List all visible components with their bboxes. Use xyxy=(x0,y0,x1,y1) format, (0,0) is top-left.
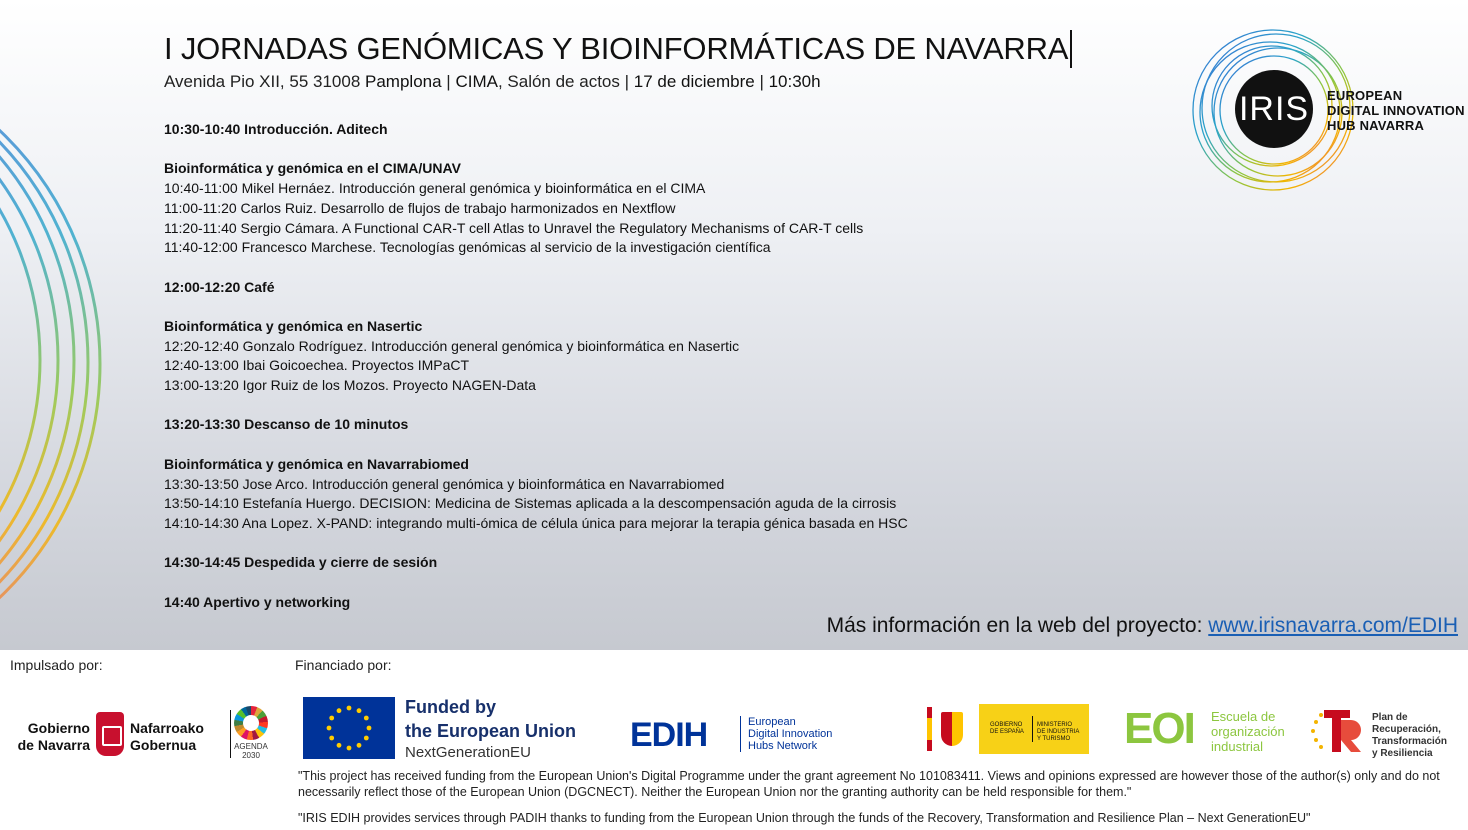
iris-logo-text: EUROPEAN DIGITAL INNOVATION HUB NAVARRA xyxy=(1327,88,1465,133)
agenda-item: 12:20-12:40 Gonzalo Rodríguez. Introducción general genómica y bioinformática en Nasertic xyxy=(164,337,740,354)
eu-star xyxy=(337,708,342,713)
iris-logo-mark: IRIS xyxy=(1235,70,1313,148)
funding-disclaimer: "This project has received funding from the European Union's Digital Programme under the grant agreement No 101083411. Views and opinions expressed are however those of the author(s) only and do not necessarily reflect those of the European Union (DGCNECT). Neither the European Union nor the granting authority can be held responsible for them." xyxy=(298,769,1440,799)
eu-funding-logo: Funded by the European Union NextGenerationEU xyxy=(405,697,576,761)
edih-network-text: European Digital Innovation Hubs Network xyxy=(748,716,833,752)
gobierno-navarra-logo: Gobierno de Navarra Nafarroako Gobernua AGENDA 2030 xyxy=(12,706,270,762)
eu-star xyxy=(347,706,352,711)
city: Pamplona xyxy=(365,72,442,91)
eu-star xyxy=(327,726,332,731)
event-details: Avenida Pio XII, 55 31008 Pamplona | CIMA, Salón de actos | 17 de diciembre | 10:30h xyxy=(164,72,821,91)
more-info-text: Más información en la web del proyecto: xyxy=(826,614,1209,637)
agenda-item: 13:30-13:50 Jose Arco. Introducción general genómica y bioinformática en Navarrabiomed xyxy=(164,475,725,492)
agenda xyxy=(164,120,908,612)
agenda-item: 10:40-11:00 Mikel Hernáez. Introducción general genómica y bioinformática en el CIMA xyxy=(164,180,706,197)
eoi-logo: EOI xyxy=(1124,704,1194,753)
venue-room: , Salón de actos xyxy=(497,72,620,91)
event-date: 17 de diciembre xyxy=(633,72,755,91)
section-title-cima: Bioinformática y genómica en el CIMA/UNAV xyxy=(164,160,461,177)
address: Avenida Pio XII, 55 31008 xyxy=(164,72,361,91)
agenda-item: 11:00-11:20 Carlos Ruiz. Desarrollo de flujos de trabajo harmonizados en Nextflow xyxy=(164,199,676,216)
agenda-break: 13:20-13:30 Descanso de 10 minutos xyxy=(164,416,409,433)
section-title-nasertic: Bioinformática y genómica en Nasertic xyxy=(164,317,423,334)
eu-flag-icon xyxy=(303,697,395,759)
spain-shield-icon xyxy=(923,704,979,754)
eu-star xyxy=(364,716,369,721)
agenda-item: 13:00-13:20 Igor Ruiz de los Mozos. Proyecto NAGEN-Data xyxy=(164,377,536,394)
prtr-text: Plan de Recuperación, Transformación y Resiliencia xyxy=(1372,712,1448,759)
eu-star xyxy=(357,743,362,748)
eu-star xyxy=(329,716,334,721)
navarra-crest-icon xyxy=(96,712,124,756)
eoi-text: Escuela de organización industrial xyxy=(1211,709,1285,754)
promoted-by-label: Impulsado por: xyxy=(10,657,103,673)
agenda-item: 11:20-11:40 Sergio Cámara. A Functional CAR-T cell Atlas to Unravel the Regulatory Mechanisms of CAR-T cells xyxy=(164,219,864,236)
padih-disclaimer: "IRIS EDIH provides services through PADIH thanks to funding from the European Union through the funds of the Recovery, Transformation and Resilience Plan – Next GenerationEU" xyxy=(298,811,1311,825)
funded-by-label: Financiado por: xyxy=(295,657,392,673)
edih-logo: EDIH xyxy=(630,716,708,754)
agenda-item: 13:50-14:10 Estefanía Huergo. DECISION: Medicina de Sistemas aplicada a la descompensación aguda de la cirrosis xyxy=(164,495,897,512)
eu-star xyxy=(329,736,334,741)
agenda-networking: 14:40 Apertivo y networking xyxy=(164,593,351,610)
prtr-logo-icon xyxy=(1310,706,1366,756)
agenda-closing: 14:30-14:45 Despedida y cierre de sesión xyxy=(164,554,438,571)
eu-star xyxy=(357,708,362,713)
agenda-coffee: 12:00-12:20 Café xyxy=(164,278,275,295)
agenda-2030-icon xyxy=(234,706,268,740)
eu-star xyxy=(364,736,369,741)
agenda-item: 12:40-13:00 Ibai Goicoechea. Proyectos IMPaCT xyxy=(164,357,470,374)
agenda-intro: 10:30-10:40 Introducción. Aditech xyxy=(164,121,388,137)
agenda-item: 11:40-12:00 Francesco Marchese. Tecnologías genómicas al servicio de la investigación científica xyxy=(164,239,771,256)
event-title: I JORNADAS GENÓMICAS Y BIOINFORMÁTICAS DE NAVARRA xyxy=(164,30,1072,68)
agenda-item: 14:10-14:30 Ana Lopez. X-PAND: integrando multi-ómica de célula única para mejorar la terapia génica basada en HSC xyxy=(164,514,908,531)
event-time: 10:30h xyxy=(768,72,821,91)
venue-name: CIMA xyxy=(455,72,498,91)
project-link[interactable]: www.irisnavarra.com/EDIH xyxy=(1208,614,1458,637)
eu-star xyxy=(347,746,352,751)
eu-star xyxy=(367,726,372,731)
more-info xyxy=(827,614,1458,638)
eu-star xyxy=(337,743,342,748)
section-title-navarrabiomed: Bioinformática y genómica en Navarrabiomed xyxy=(164,455,469,472)
